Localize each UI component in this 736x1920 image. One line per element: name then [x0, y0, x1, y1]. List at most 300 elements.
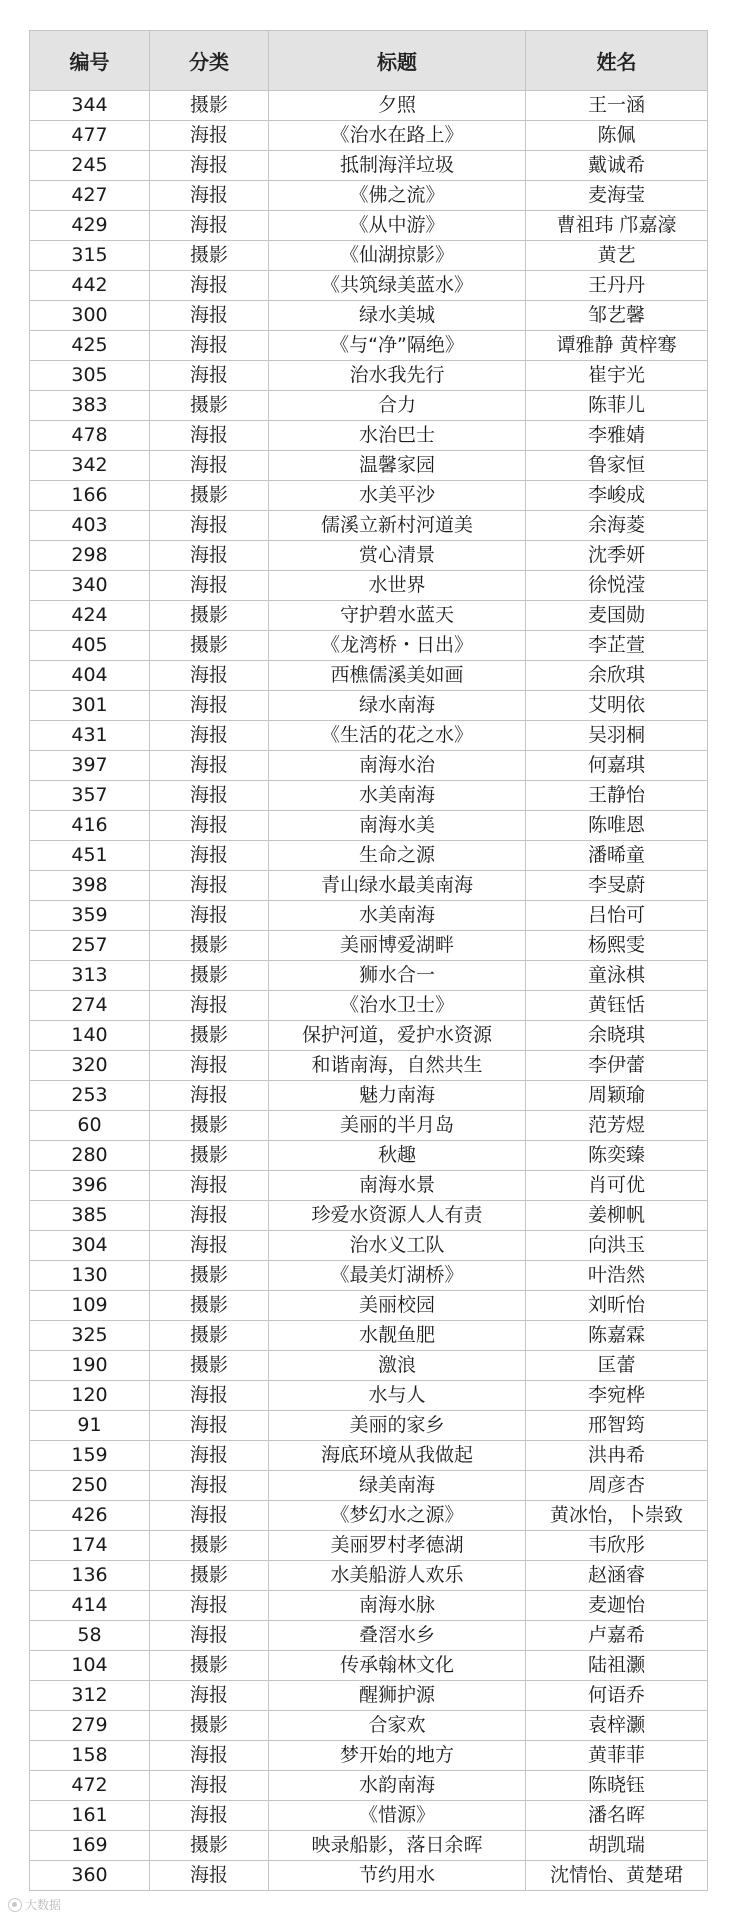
cell-category: 摄影: [150, 1831, 269, 1861]
cell-number: 431: [30, 721, 150, 751]
table-row: [30, 1141, 708, 1171]
cell-number: 169: [30, 1831, 150, 1861]
cell-title: 水韵南海: [269, 1771, 526, 1801]
cell-category: 海报: [150, 1861, 269, 1891]
cell-name: 李伊蕾: [526, 1051, 708, 1081]
cell-category: 摄影: [150, 1261, 269, 1291]
cell-category: 摄影: [150, 1141, 269, 1171]
table-row: [30, 1051, 708, 1081]
table-row: [30, 721, 708, 751]
cell-title: 节约用水: [269, 1861, 526, 1891]
cell-name: 李芷萱: [526, 631, 708, 661]
table-row: [30, 1321, 708, 1351]
cell-category: 摄影: [150, 1111, 269, 1141]
cell-name: 沈季妍: [526, 541, 708, 571]
cell-number: 140: [30, 1021, 150, 1051]
cell-number: 130: [30, 1261, 150, 1291]
cell-category: 海报: [150, 541, 269, 571]
table-row: [30, 1531, 708, 1561]
table-row: [30, 1561, 708, 1591]
header-number: 编号: [30, 31, 150, 91]
cell-category: 海报: [150, 1591, 269, 1621]
table-row: [30, 391, 708, 421]
cell-title: 赏心清景: [269, 541, 526, 571]
cell-title: 《最美灯湖桥》: [269, 1261, 526, 1291]
cell-category: 海报: [150, 511, 269, 541]
cell-category: 海报: [150, 1171, 269, 1201]
cell-category: 海报: [150, 1201, 269, 1231]
cell-category: 海报: [150, 211, 269, 241]
table-row: [30, 1621, 708, 1651]
cell-number: 424: [30, 601, 150, 631]
table-row: [30, 1771, 708, 1801]
cell-category: 海报: [150, 1231, 269, 1261]
cell-title: 《佛之流》: [269, 181, 526, 211]
cell-name: 沈情怡、黄楚珺: [526, 1861, 708, 1891]
cell-title: 生命之源: [269, 841, 526, 871]
cell-number: 416: [30, 811, 150, 841]
table-row: [30, 811, 708, 841]
cell-category: 海报: [150, 121, 269, 151]
cell-title: 水与人: [269, 1381, 526, 1411]
cell-title: 《从中游》: [269, 211, 526, 241]
cell-category: 摄影: [150, 931, 269, 961]
cell-name: 范芳煜: [526, 1111, 708, 1141]
cell-category: 海报: [150, 1741, 269, 1771]
cell-title: 《治水在路上》: [269, 121, 526, 151]
cell-number: 426: [30, 1501, 150, 1531]
table-row: [30, 601, 708, 631]
cell-name: 向洪玉: [526, 1231, 708, 1261]
cell-category: 摄影: [150, 1291, 269, 1321]
table-row: [30, 931, 708, 961]
cell-category: 摄影: [150, 1561, 269, 1591]
cell-name: 吕怡可: [526, 901, 708, 931]
cell-category: 海报: [150, 1801, 269, 1831]
cell-number: 429: [30, 211, 150, 241]
cell-category: 海报: [150, 1681, 269, 1711]
cell-category: 海报: [150, 1411, 269, 1441]
cell-title: 南海水景: [269, 1171, 526, 1201]
cell-number: 257: [30, 931, 150, 961]
table-row: [30, 1651, 708, 1681]
cell-name: 潘名晖: [526, 1801, 708, 1831]
table-row: [30, 781, 708, 811]
cell-number: 357: [30, 781, 150, 811]
cell-title: 南海水治: [269, 751, 526, 781]
cell-number: 340: [30, 571, 150, 601]
cell-name: 叶浩然: [526, 1261, 708, 1291]
cell-category: 摄影: [150, 1711, 269, 1741]
cell-number: 427: [30, 181, 150, 211]
cell-category: 海报: [150, 571, 269, 601]
table-row: [30, 421, 708, 451]
cell-category: 海报: [150, 1441, 269, 1471]
cell-category: 摄影: [150, 91, 269, 121]
table-row: [30, 451, 708, 481]
table-row: [30, 361, 708, 391]
table-row: [30, 1501, 708, 1531]
cell-number: 344: [30, 91, 150, 121]
cell-title: 治水义工队: [269, 1231, 526, 1261]
table-row: [30, 961, 708, 991]
table-row: [30, 271, 708, 301]
table-row: [30, 1831, 708, 1861]
cell-number: 478: [30, 421, 150, 451]
cell-title: 保护河道，爱护水资源: [269, 1021, 526, 1051]
table-row: [30, 1861, 708, 1891]
cell-title: 《生活的花之水》: [269, 721, 526, 751]
cell-category: 摄影: [150, 1021, 269, 1051]
table-row: [30, 631, 708, 661]
table-row: [30, 1201, 708, 1231]
cell-name: 陈晓钰: [526, 1771, 708, 1801]
cell-category: 摄影: [150, 961, 269, 991]
table-row: [30, 691, 708, 721]
cell-name: 周彦杏: [526, 1471, 708, 1501]
table-row: [30, 1231, 708, 1261]
table-row: [30, 541, 708, 571]
cell-name: 黄钰恬: [526, 991, 708, 1021]
cell-name: 周颖瑜: [526, 1081, 708, 1111]
cell-category: 海报: [150, 661, 269, 691]
cell-number: 104: [30, 1651, 150, 1681]
cell-number: 405: [30, 631, 150, 661]
entries-table: [29, 30, 708, 1891]
cell-number: 91: [30, 1411, 150, 1441]
cell-category: 海报: [150, 361, 269, 391]
cell-name: 吴羽桐: [526, 721, 708, 751]
cell-name: 黄冰怡，卜崇致: [526, 1501, 708, 1531]
cell-title: 绿水南海: [269, 691, 526, 721]
table-row: [30, 1081, 708, 1111]
cell-category: 海报: [150, 1501, 269, 1531]
cell-number: 404: [30, 661, 150, 691]
cell-name: 肖可优: [526, 1171, 708, 1201]
cell-number: 403: [30, 511, 150, 541]
cell-name: 陈嘉霖: [526, 1321, 708, 1351]
cell-category: 海报: [150, 1081, 269, 1111]
cell-number: 305: [30, 361, 150, 391]
cell-title: 温馨家园: [269, 451, 526, 481]
cell-name: 卢嘉希: [526, 1621, 708, 1651]
cell-name: 余海菱: [526, 511, 708, 541]
cell-number: 174: [30, 1531, 150, 1561]
cell-category: 摄影: [150, 631, 269, 661]
cell-number: 253: [30, 1081, 150, 1111]
cell-title: 和谐南海，自然共生: [269, 1051, 526, 1081]
cell-category: 海报: [150, 721, 269, 751]
cell-number: 477: [30, 121, 150, 151]
cell-number: 385: [30, 1201, 150, 1231]
cell-name: 黄艺: [526, 241, 708, 271]
table-row: [30, 241, 708, 271]
cell-name: 麦海莹: [526, 181, 708, 211]
table-row: [30, 1741, 708, 1771]
cell-category: 海报: [150, 871, 269, 901]
cell-title: 《惜源》: [269, 1801, 526, 1831]
cell-name: 袁梓灏: [526, 1711, 708, 1741]
cell-category: 海报: [150, 151, 269, 181]
cell-title: 《与“净”隔绝》: [269, 331, 526, 361]
cell-number: 60: [30, 1111, 150, 1141]
cell-number: 245: [30, 151, 150, 181]
cell-number: 280: [30, 1141, 150, 1171]
cell-title: 《龙湾桥・日出》: [269, 631, 526, 661]
cell-name: 陈唯恩: [526, 811, 708, 841]
cell-name: 曹祖玮 邝嘉濠: [526, 211, 708, 241]
cell-category: 摄影: [150, 241, 269, 271]
cell-name: 陈佩: [526, 121, 708, 151]
cell-category: 海报: [150, 901, 269, 931]
table-row: [30, 1351, 708, 1381]
table-row: [30, 1681, 708, 1711]
header-title: 标题: [269, 31, 526, 91]
cell-category: 摄影: [150, 601, 269, 631]
cell-category: 海报: [150, 811, 269, 841]
header-name: 姓名: [526, 31, 708, 91]
cell-name: 李峻成: [526, 481, 708, 511]
cell-name: 姜柳帆: [526, 1201, 708, 1231]
table-row: [30, 1111, 708, 1141]
cell-title: 醒狮护源: [269, 1681, 526, 1711]
cell-title: 《共筑绿美蓝水》: [269, 271, 526, 301]
cell-number: 301: [30, 691, 150, 721]
cell-number: 425: [30, 331, 150, 361]
cell-number: 397: [30, 751, 150, 781]
cell-name: 王一涵: [526, 91, 708, 121]
cell-category: 海报: [150, 1621, 269, 1651]
watermark: [8, 1896, 61, 1913]
cell-title: 水治巴士: [269, 421, 526, 451]
cell-number: 342: [30, 451, 150, 481]
cell-name: 匡蕾: [526, 1351, 708, 1381]
cell-number: 472: [30, 1771, 150, 1801]
cell-title: 抵制海洋垃圾: [269, 151, 526, 181]
cell-name: 潘晞童: [526, 841, 708, 871]
cell-title: 美丽博爱湖畔: [269, 931, 526, 961]
cell-name: 何嘉琪: [526, 751, 708, 781]
table-row: [30, 1591, 708, 1621]
cell-name: 韦欣彤: [526, 1531, 708, 1561]
cell-name: 刘昕怡: [526, 1291, 708, 1321]
table-row: [30, 841, 708, 871]
cell-number: 313: [30, 961, 150, 991]
cell-name: 洪冉希: [526, 1441, 708, 1471]
cell-title: 美丽罗村孝德湖: [269, 1531, 526, 1561]
cell-name: 邹艺馨: [526, 301, 708, 331]
table-row: [30, 1381, 708, 1411]
cell-name: 何语乔: [526, 1681, 708, 1711]
cell-title: 夕照: [269, 91, 526, 121]
cell-name: 艾明依: [526, 691, 708, 721]
table-row: [30, 181, 708, 211]
table-row: [30, 661, 708, 691]
cell-title: 狮水合一: [269, 961, 526, 991]
watermark-text: 大数据: [25, 1898, 62, 1912]
cell-name: 麦迦怡: [526, 1591, 708, 1621]
table-row: [30, 571, 708, 601]
cell-category: 摄影: [150, 481, 269, 511]
table-row: [30, 1801, 708, 1831]
cell-category: 海报: [150, 991, 269, 1021]
cell-name: 陆祖灏: [526, 1651, 708, 1681]
cell-title: 美丽的家乡: [269, 1411, 526, 1441]
table-row: [30, 511, 708, 541]
cell-name: 李旻蔚: [526, 871, 708, 901]
cell-title: 秋趣: [269, 1141, 526, 1171]
cell-title: 水靓鱼肥: [269, 1321, 526, 1351]
cell-number: 274: [30, 991, 150, 1021]
cell-number: 312: [30, 1681, 150, 1711]
cell-category: 海报: [150, 301, 269, 331]
cell-category: 摄影: [150, 391, 269, 421]
cell-category: 海报: [150, 751, 269, 781]
cell-number: 315: [30, 241, 150, 271]
cell-title: 治水我先行: [269, 361, 526, 391]
cell-name: 黄菲菲: [526, 1741, 708, 1771]
cell-number: 360: [30, 1861, 150, 1891]
table-row: [30, 1261, 708, 1291]
cell-number: 250: [30, 1471, 150, 1501]
cell-number: 442: [30, 271, 150, 301]
cell-number: 359: [30, 901, 150, 931]
cell-name: 李雅婧: [526, 421, 708, 451]
cell-number: 414: [30, 1591, 150, 1621]
cell-number: 109: [30, 1291, 150, 1321]
cell-title: 合家欢: [269, 1711, 526, 1741]
cell-number: 325: [30, 1321, 150, 1351]
cell-name: 胡凯瑞: [526, 1831, 708, 1861]
header-category: 分类: [150, 31, 269, 91]
table-row: [30, 331, 708, 361]
table-row: [30, 121, 708, 151]
cell-category: 海报: [150, 1471, 269, 1501]
cell-number: 158: [30, 1741, 150, 1771]
cell-title: 美丽校园: [269, 1291, 526, 1321]
cell-name: 崔宇光: [526, 361, 708, 391]
cell-number: 190: [30, 1351, 150, 1381]
cell-number: 58: [30, 1621, 150, 1651]
cell-name: 杨熙雯: [526, 931, 708, 961]
table-row: [30, 991, 708, 1021]
cell-number: 398: [30, 871, 150, 901]
cell-title: 海底环境从我做起: [269, 1441, 526, 1471]
table-row: [30, 901, 708, 931]
cell-category: 海报: [150, 181, 269, 211]
table-row: [30, 871, 708, 901]
cell-title: 南海水脉: [269, 1591, 526, 1621]
cell-name: 陈菲儿: [526, 391, 708, 421]
cell-number: 279: [30, 1711, 150, 1741]
cell-title: 映录船影，落日余晖: [269, 1831, 526, 1861]
cell-number: 383: [30, 391, 150, 421]
table-row: [30, 1291, 708, 1321]
cell-number: 300: [30, 301, 150, 331]
table-row: [30, 1471, 708, 1501]
table-row: [30, 1021, 708, 1051]
cell-name: 邢智筠: [526, 1411, 708, 1441]
cell-category: 海报: [150, 691, 269, 721]
cell-name: 李宛桦: [526, 1381, 708, 1411]
cell-title: 绿水美城: [269, 301, 526, 331]
table-row: [30, 1171, 708, 1201]
cell-category: 摄影: [150, 1531, 269, 1561]
cell-title: 水美南海: [269, 781, 526, 811]
table-row: [30, 1441, 708, 1471]
cell-title: 激浪: [269, 1351, 526, 1381]
cell-number: 396: [30, 1171, 150, 1201]
cell-category: 摄影: [150, 1321, 269, 1351]
cell-name: 鲁家恒: [526, 451, 708, 481]
cell-category: 海报: [150, 1771, 269, 1801]
cell-category: 摄影: [150, 1351, 269, 1381]
cell-name: 戴诚希: [526, 151, 708, 181]
cell-number: 159: [30, 1441, 150, 1471]
cell-title: 水美平沙: [269, 481, 526, 511]
cell-name: 谭雅静 黄梓骞: [526, 331, 708, 361]
cell-number: 166: [30, 481, 150, 511]
cell-title: 魅力南海: [269, 1081, 526, 1111]
cell-title: 珍爱水资源人人有责: [269, 1201, 526, 1231]
cell-number: 136: [30, 1561, 150, 1591]
cell-title: 水世界: [269, 571, 526, 601]
cell-category: 海报: [150, 271, 269, 301]
cell-category: 海报: [150, 781, 269, 811]
cell-title: 水美南海: [269, 901, 526, 931]
cell-number: 320: [30, 1051, 150, 1081]
cell-title: 《仙湖掠影》: [269, 241, 526, 271]
cell-category: 海报: [150, 1381, 269, 1411]
table-row: [30, 1711, 708, 1741]
cell-category: 海报: [150, 841, 269, 871]
cell-title: 美丽的半月岛: [269, 1111, 526, 1141]
table-body: [30, 91, 708, 1891]
table-row: [30, 91, 708, 121]
cell-title: 南海水美: [269, 811, 526, 841]
cell-name: 童泳棋: [526, 961, 708, 991]
cell-name: 陈奕臻: [526, 1141, 708, 1171]
table-row: [30, 1411, 708, 1441]
table-row: [30, 151, 708, 181]
cell-name: 余欣琪: [526, 661, 708, 691]
cell-number: 298: [30, 541, 150, 571]
cell-title: 合力: [269, 391, 526, 421]
table-row: [30, 481, 708, 511]
cell-title: 《治水卫士》: [269, 991, 526, 1021]
cell-category: 海报: [150, 1051, 269, 1081]
cell-number: 161: [30, 1801, 150, 1831]
cell-title: 西樵儒溪美如画: [269, 661, 526, 691]
cell-title: 守护碧水蓝天: [269, 601, 526, 631]
cell-name: 赵涵睿: [526, 1561, 708, 1591]
cell-category: 海报: [150, 331, 269, 361]
cell-name: 徐悦滢: [526, 571, 708, 601]
cell-title: 传承翰林文化: [269, 1651, 526, 1681]
cell-name: 余晓琪: [526, 1021, 708, 1051]
cell-title: 青山绿水最美南海: [269, 871, 526, 901]
cell-category: 海报: [150, 451, 269, 481]
cell-category: 海报: [150, 421, 269, 451]
table-row: [30, 211, 708, 241]
cell-name: 麦国勋: [526, 601, 708, 631]
cell-name: 王丹丹: [526, 271, 708, 301]
cell-title: 绿美南海: [269, 1471, 526, 1501]
cell-number: 120: [30, 1381, 150, 1411]
cell-title: 叠滘水乡: [269, 1621, 526, 1651]
table-row: [30, 301, 708, 331]
cell-number: 304: [30, 1231, 150, 1261]
